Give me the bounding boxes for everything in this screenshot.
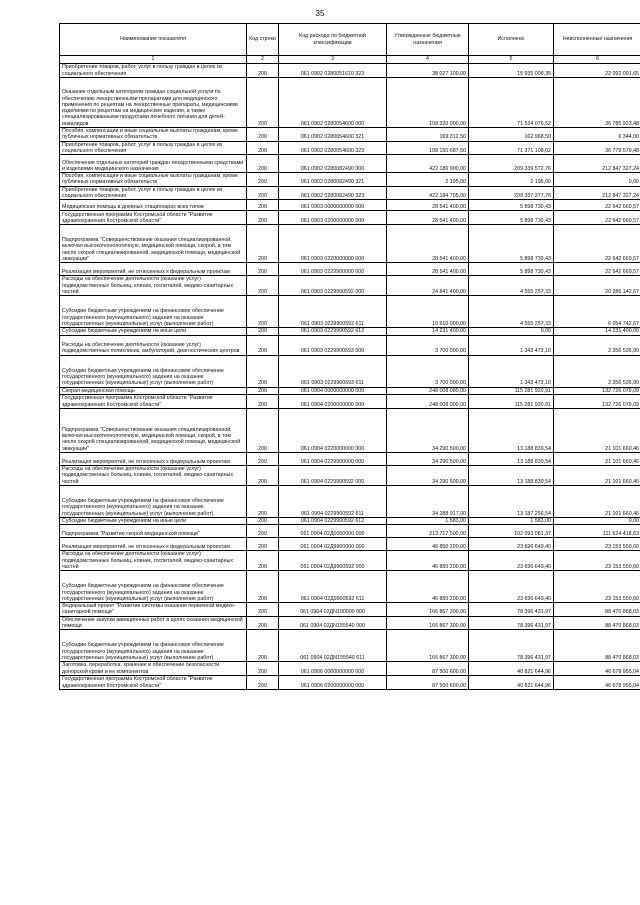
- row-unexecuted: 23 153 550,60: [554, 571, 640, 603]
- row-unexecuted: 22 642 669,57: [554, 225, 640, 263]
- row-name: Приобретение товаров, работ, услуг в пользу граждан в целях их социального обеспечения: [60, 141, 247, 155]
- table-row: [60, 394, 640, 408]
- row-unexecuted: 46 678 955,04: [554, 675, 640, 689]
- row-unexecuted: 22 642 669,57: [554, 211, 640, 225]
- row-code: 200: [247, 387, 279, 394]
- row-unexecuted: 23 153 550,60: [554, 551, 640, 571]
- row-approved: 10 610 000,00: [387, 296, 469, 328]
- row-unexecuted: 0,00: [554, 173, 640, 187]
- row-classification: 061 0904 02Д9900000 000: [279, 538, 387, 551]
- table-row: [60, 485, 640, 517]
- row-name: Субсидии бюджетным учреждениям на финансовое обеспечение государственного (муниципального) задания на оказание государственных (муниципальных) услуг (выполнение работ): [60, 630, 247, 662]
- row-code: 200: [247, 662, 279, 676]
- row-code: 200: [247, 675, 279, 689]
- row-executed: 40 821 644,96: [469, 662, 554, 676]
- table-row: [60, 517, 640, 524]
- table-row: [60, 630, 640, 662]
- column-number: 1: [60, 56, 247, 64]
- table-row: [60, 408, 640, 452]
- table-row: [60, 662, 640, 676]
- row-executed: 5 898 730,43: [469, 200, 554, 211]
- row-approved: 166 867 300,00: [387, 630, 469, 662]
- table-row: [60, 465, 640, 485]
- row-approved: 34 290 500,00: [387, 452, 469, 465]
- budget-execution-table: [59, 23, 640, 690]
- row-unexecuted: 21 101 660,46: [554, 408, 640, 452]
- row-approved: 169 312,50: [387, 128, 469, 142]
- row-approved: 38 027 100,00: [387, 64, 469, 78]
- table-row: [60, 296, 640, 328]
- row-code: 200: [247, 616, 279, 630]
- row-unexecuted: 88 470 868,03: [554, 616, 640, 630]
- table-header-row: [60, 24, 640, 56]
- row-unexecuted: 21 101 660,46: [554, 452, 640, 465]
- row-approved: 14 231 400,00: [387, 328, 469, 335]
- row-classification: 061 0906 0000000000 000: [279, 662, 387, 676]
- header-unexecuted: Неисполненные назначения: [554, 24, 640, 56]
- row-code: 200: [247, 538, 279, 551]
- row-unexecuted: 212 847 327,24: [554, 186, 640, 200]
- row-executed: 13 188 839,54: [469, 452, 554, 465]
- table-row: [60, 186, 640, 200]
- table-row: [60, 128, 640, 142]
- row-code: 200: [247, 551, 279, 571]
- row-code: 200: [247, 296, 279, 328]
- column-number: 3: [279, 56, 387, 64]
- row-executed: 23 696 649,40: [469, 571, 554, 603]
- row-name: Приобретение товаров, работ, услуг в пользу граждан в целях их социального обеспечения: [60, 64, 247, 78]
- table-row: [60, 155, 640, 173]
- row-code: 200: [247, 225, 279, 263]
- row-executed: 13 188 839,54: [469, 465, 554, 485]
- row-classification: 061 0902 0280082490 321: [279, 173, 387, 187]
- row-classification: 061 0903 0229900000 000: [279, 263, 387, 276]
- table-row: [60, 616, 640, 630]
- table-row: [60, 141, 640, 155]
- header-name: Наименование показателя: [60, 24, 247, 56]
- row-executed: 102 093 081,37: [469, 525, 554, 538]
- table-row: [60, 571, 640, 603]
- row-executed: 78 396 431,97: [469, 603, 554, 617]
- header-classification: Код расхода по бюджетной классификации: [279, 24, 387, 56]
- row-executed: 1 343 473,10: [469, 335, 554, 355]
- row-classification: 061 0902 0280054600 321: [279, 128, 387, 142]
- row-approved: 46 850 200,00: [387, 551, 469, 571]
- row-unexecuted: 6 054 742,67: [554, 296, 640, 328]
- row-classification: 061 0904 0229900000 000: [279, 452, 387, 465]
- row-unexecuted: 22 642 669,57: [554, 263, 640, 276]
- row-unexecuted: 111 624 418,63: [554, 525, 640, 538]
- row-approved: 422 184 705,00: [387, 186, 469, 200]
- header-approved: Утвержденные бюджетные назначения: [387, 24, 469, 56]
- row-approved: 2 195,00: [387, 173, 469, 187]
- row-executed: 13 187 256,54: [469, 485, 554, 517]
- row-unexecuted: 132 726 079,09: [554, 387, 640, 394]
- row-classification: 061 0903 0229900592 611: [279, 296, 387, 328]
- row-classification: 061 0904 0229900592 611: [279, 485, 387, 517]
- row-classification: 061 0904 0200000000 000: [279, 394, 387, 408]
- row-name: Субсидии бюджетным учреждениям на финансовое обеспечение государственного (муниципального) задания на оказание государственных (муниципальных) услуг (выполнение работ): [60, 296, 247, 328]
- table-row: [60, 328, 640, 335]
- row-code: 200: [247, 64, 279, 78]
- row-name: Обеспечение закупки авиационных работ в целях оказания медицинской помощи: [60, 616, 247, 630]
- row-approved: 34 290 500,00: [387, 408, 469, 452]
- row-classification: 061 0904 0229900592 612: [279, 517, 387, 524]
- row-code: 200: [247, 328, 279, 335]
- row-approved: 28 541 400,00: [387, 200, 469, 211]
- row-classification: 061 0903 0229900593 611: [279, 355, 387, 387]
- table-row: [60, 276, 640, 296]
- row-classification: 061 0903 0229900593 000: [279, 335, 387, 355]
- row-code: 200: [247, 276, 279, 296]
- row-approved: 28 541 400,00: [387, 263, 469, 276]
- row-approved: 46 850 200,00: [387, 571, 469, 603]
- row-name: Подпрограмма "Совершенствование оказания специализированной, включая высокотехнологичную, медицинской помощи, скорой, в том числе скорой специализированной, медицинской помощи, медицинской эвакуации": [60, 225, 247, 263]
- row-code: 200: [247, 452, 279, 465]
- row-code: 200: [247, 517, 279, 524]
- table-row: [60, 603, 640, 617]
- row-classification: 061 0903 0220000000 000: [279, 225, 387, 263]
- column-number: 6: [554, 56, 640, 64]
- row-executed: 209 339 572,76: [469, 155, 554, 173]
- row-classification: 061 0903 0000000000 000: [279, 200, 387, 211]
- row-approved: 34 288 917,00: [387, 485, 469, 517]
- row-classification: 061 0904 02Д0000000 000: [279, 525, 387, 538]
- table-row: [60, 263, 640, 276]
- row-classification: 061 0902 0280082490 000: [279, 155, 387, 173]
- row-unexecuted: 22 642 669,57: [554, 200, 640, 211]
- row-approved: 46 850 200,00: [387, 538, 469, 551]
- row-executed: 15 935 008,35: [469, 64, 554, 78]
- row-unexecuted: 6 344,00: [554, 128, 640, 142]
- row-executed: 71 371 108,02: [469, 141, 554, 155]
- row-classification: 061 0904 02ДN100000 000: [279, 603, 387, 617]
- row-executed: 5 898 730,43: [469, 211, 554, 225]
- row-approved: 3 700 000,00: [387, 335, 469, 355]
- table-row: [60, 211, 640, 225]
- row-name: Расходы на обеспечение деятельности (оказание услуг) подведомственных больниц, клиник, госпиталей, медико-санитарных частей: [60, 465, 247, 485]
- row-executed: 78 396 431,97: [469, 630, 554, 662]
- row-executed: 23 696 649,40: [469, 551, 554, 571]
- row-code: 200: [247, 630, 279, 662]
- row-classification: 061 0902 0280051610 323: [279, 64, 387, 78]
- row-unexecuted: 2 356 526,90: [554, 335, 640, 355]
- row-name: Государственная программа Костромской области "Развитие здравоохранения Костромской области": [60, 211, 247, 225]
- row-unexecuted: 46 678 955,04: [554, 662, 640, 676]
- row-name: Субсидии бюджетным учреждениям на иные цели: [60, 328, 247, 335]
- row-executed: 4 555 257,33: [469, 276, 554, 296]
- table-row: [60, 335, 640, 355]
- table-row: [60, 387, 640, 394]
- row-executed: 162 968,50: [469, 128, 554, 142]
- row-name: Приобретение товаров, работ, услуг в пользу граждан в целях их социального обеспечения: [60, 186, 247, 200]
- row-name: Субсидии бюджетным учреждениям на финансовое обеспечение государственного (муниципального) задания на оказание государственных (муниципальных) услуг (выполнение работ): [60, 485, 247, 517]
- row-code: 200: [247, 155, 279, 173]
- header-code: Код строки: [247, 24, 279, 56]
- row-approved: 87 500 600,00: [387, 675, 469, 689]
- table-row: [60, 225, 640, 263]
- row-name: Подпрограмма "Совершенствование оказания специализированной, включая высокотехнологичную, медицинской помощи, скорой, в том числе скорой специализированной, медицинской помощи, медицинской эвакуации": [60, 408, 247, 452]
- row-unexecuted: 212 847 327,24: [554, 155, 640, 173]
- row-code: 200: [247, 603, 279, 617]
- row-executed: 0,00: [469, 328, 554, 335]
- row-executed: 2 195,00: [469, 173, 554, 187]
- row-approved: 24 841 400,00: [387, 276, 469, 296]
- row-unexecuted: 88 470 868,03: [554, 630, 640, 662]
- row-code: 200: [247, 408, 279, 452]
- row-unexecuted: 21 101 660,46: [554, 485, 640, 517]
- header-executed: Исполнено: [469, 24, 554, 56]
- row-name: Пособия, компенсации и иные социальные выплаты гражданам, кроме публичных нормативных обязательств: [60, 173, 247, 187]
- row-executed: 1 583,00: [469, 517, 554, 524]
- row-name: Скорая медицинская помощь: [60, 387, 247, 394]
- column-number: 2: [247, 56, 279, 64]
- row-name: Обеспечение отдельных категорий граждан лекарственными средствами и изделиями медицинского назначения: [60, 155, 247, 173]
- row-name: Расходы на обеспечение деятельности (оказание услуг) подведомственных поликлиник, амбулаторий, диагностических центров: [60, 335, 247, 355]
- row-approved: 108 150 687,50: [387, 141, 469, 155]
- row-unexecuted: 21 101 660,46: [554, 465, 640, 485]
- row-name: Расходы на обеспечение деятельности (оказание услуг) подведомственных больниц, клиник, госпиталей, медико-санитарных частей: [60, 551, 247, 571]
- row-code: 200: [247, 485, 279, 517]
- row-approved: 166 867 300,00: [387, 603, 469, 617]
- row-executed: 115 281 920,91: [469, 394, 554, 408]
- column-number: 4: [387, 56, 469, 64]
- row-unexecuted: 14 231 400,00: [554, 328, 640, 335]
- row-name: Государственная программа Костромской области "Развитие здравоохранения Костромской области": [60, 394, 247, 408]
- row-unexecuted: 22 092 091,65: [554, 64, 640, 78]
- table-row: [60, 78, 640, 128]
- row-unexecuted: 36 785 923,48: [554, 78, 640, 128]
- table-row: [60, 675, 640, 689]
- row-classification: 061 0903 0229900592 612: [279, 328, 387, 335]
- table-row: [60, 551, 640, 571]
- row-unexecuted: 23 153 550,60: [554, 538, 640, 551]
- row-unexecuted: 132 726 079,09: [554, 394, 640, 408]
- table-row: [60, 173, 640, 187]
- row-approved: 87 500 600,00: [387, 662, 469, 676]
- row-code: 200: [247, 78, 279, 128]
- row-approved: 1 583,00: [387, 517, 469, 524]
- row-code: 200: [247, 571, 279, 603]
- row-executed: 209 337 377,76: [469, 186, 554, 200]
- table-row: [60, 355, 640, 387]
- table-row: [60, 200, 640, 211]
- row-unexecuted: 0,00: [554, 517, 640, 524]
- row-classification: 061 0902 0280054600 323: [279, 141, 387, 155]
- row-executed: 4 555 257,33: [469, 296, 554, 328]
- row-executed: 78 396 431,97: [469, 616, 554, 630]
- row-approved: 28 541 400,00: [387, 211, 469, 225]
- row-approved: 3 700 000,00: [387, 355, 469, 387]
- row-executed: 1 343 473,10: [469, 355, 554, 387]
- row-code: 200: [247, 355, 279, 387]
- row-name: Субсидии бюджетным учреждениям на финансовое обеспечение государственного (муниципального) задания на оказание государственных (муниципальных) услуг (выполнение работ): [60, 571, 247, 603]
- column-numbers-row: [60, 56, 640, 64]
- row-name: Расходы на обеспечение деятельности (оказание услуг) подведомственных больниц, клиник, госпиталей, медико-санитарных частей: [60, 276, 247, 296]
- row-name: Оказание отдельным категориям граждан социальной услуги по обеспечению лекарственными препаратами для медицинского применения по рецептам на лекарственные препараты, медицинскими изделиями по рецептам на медицинские изделия, а также специализированными продуктами лечебного питания для детей-инвалидов: [60, 78, 247, 128]
- row-classification: 061 0903 0229900592 000: [279, 276, 387, 296]
- row-code: 200: [247, 128, 279, 142]
- row-classification: 061 0904 02Д9900592 611: [279, 571, 387, 603]
- row-classification: 061 0902 0280082490 323: [279, 186, 387, 200]
- row-classification: 061 0903 0200000000 000: [279, 211, 387, 225]
- row-classification: 061 0904 0000000000 000: [279, 387, 387, 394]
- row-unexecuted: 88 470 868,03: [554, 603, 640, 617]
- row-name: Реализация мероприятий, не отнесенных к федеральным проектам: [60, 538, 247, 551]
- row-classification: 061 0902 0280054600 000: [279, 78, 387, 128]
- row-name: Реализация мероприятий, не отнесенных к федеральным проектам: [60, 452, 247, 465]
- row-approved: 248 008 000,00: [387, 394, 469, 408]
- row-executed: 40 821 644,96: [469, 675, 554, 689]
- row-approved: 108 320 000,00: [387, 78, 469, 128]
- row-name: Федеральный проект "Развитие системы оказания первичной медико-санитарной помощи": [60, 603, 247, 617]
- column-number: 5: [469, 56, 554, 64]
- row-executed: 5 898 730,43: [469, 225, 554, 263]
- row-name: Пособия, компенсации и иные социальные выплаты гражданам, кроме публичных нормативных обязательств: [60, 128, 247, 142]
- row-name: Субсидии бюджетным учреждениям на иные цели: [60, 517, 247, 524]
- row-classification: 061 0904 0229900592 000: [279, 465, 387, 485]
- row-code: 200: [247, 173, 279, 187]
- row-unexecuted: 20 286 142,67: [554, 276, 640, 296]
- row-classification: 061 0906 0200000000 000: [279, 675, 387, 689]
- row-code: 200: [247, 263, 279, 276]
- table-row: [60, 538, 640, 551]
- row-code: 200: [247, 200, 279, 211]
- row-approved: 213 717 500,00: [387, 525, 469, 538]
- row-name: Медицинская помощь в дневных стационарах всех типов: [60, 200, 247, 211]
- row-executed: 5 898 730,43: [469, 263, 554, 276]
- row-code: 200: [247, 465, 279, 485]
- row-classification: 061 0904 02ДN155540 611: [279, 630, 387, 662]
- row-name: Реализация мероприятий, не отнесенных к федеральным проектам: [60, 263, 247, 276]
- row-code: 200: [247, 394, 279, 408]
- row-classification: 061 0904 0220000000 000: [279, 408, 387, 452]
- row-executed: 13 188 839,54: [469, 408, 554, 452]
- table-row: [60, 64, 640, 78]
- row-approved: 28 541 400,00: [387, 225, 469, 263]
- row-approved: 248 008 080,00: [387, 387, 469, 394]
- table-row: [60, 525, 640, 538]
- row-approved: 166 867 300,00: [387, 616, 469, 630]
- page-number: 35: [315, 9, 325, 18]
- table-body: [60, 64, 640, 690]
- row-name: Субсидии бюджетным учреждениям на финансовое обеспечение государственного (муниципального) задания на оказание государственных (муниципальных) услуг (выполнение работ): [60, 355, 247, 387]
- row-unexecuted: 2 356 526,90: [554, 355, 640, 387]
- row-executed: 115 281 920,91: [469, 387, 554, 394]
- row-name: Заготовка, переработка, хранение и обеспечение безопасности донорской крови и ее компонентов: [60, 662, 247, 676]
- row-code: 200: [247, 335, 279, 355]
- row-code: 200: [247, 211, 279, 225]
- row-classification: 061 0904 02Д9900592 000: [279, 551, 387, 571]
- row-code: 200: [247, 141, 279, 155]
- row-name: Государственная программа Костромской области "Развитие здравоохранения Костромской области": [60, 675, 247, 689]
- row-unexecuted: 36 779 579,48: [554, 141, 640, 155]
- row-approved: 34 290 500,00: [387, 465, 469, 485]
- row-classification: 061 0904 02ДN155540 000: [279, 616, 387, 630]
- row-code: 200: [247, 186, 279, 200]
- table-row: [60, 452, 640, 465]
- row-executed: 71 534 076,52: [469, 78, 554, 128]
- row-code: 200: [247, 525, 279, 538]
- row-executed: 23 696 649,40: [469, 538, 554, 551]
- row-approved: 422 186 900,00: [387, 155, 469, 173]
- row-name: Подпрограмма "Развитие скорой медицинской помощи": [60, 525, 247, 538]
